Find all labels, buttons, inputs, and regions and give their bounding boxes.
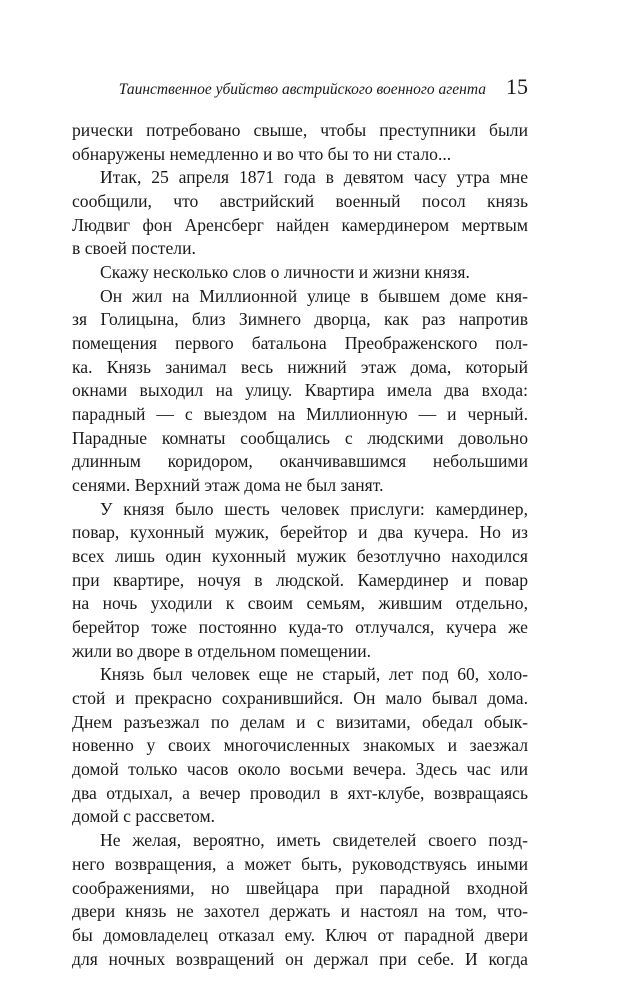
text-line: сообщили, что австрийский военный посол князь bbox=[72, 191, 528, 212]
body-text bbox=[72, 119, 528, 971]
text-line: Днем разъезжал по делам и с визитами, обедал обык- bbox=[72, 711, 528, 732]
text-line: повар, кухонный мужик, берейтор и два кучера. Но из bbox=[72, 522, 528, 543]
text-line: на ночь уходили к своим семьям, жившим отдельно, bbox=[72, 593, 528, 614]
text-line: берейтор тоже постоянно куда-то отлучался, кучера же bbox=[72, 617, 528, 638]
text-line: рически потребовано свыше, чтобы преступники были bbox=[72, 120, 528, 140]
text-line: ка. Князь занимал весь нижний этаж дома, который bbox=[72, 356, 528, 377]
text-line: У князя было шесть человек прислуги: камердинер, bbox=[100, 498, 528, 519]
text-line: Не желая, вероятно, иметь свидетелей своего позд- bbox=[100, 830, 528, 851]
text-line: сенями. Верхний этаж дома не был занят. bbox=[72, 475, 384, 496]
text-line: окнами выходил на улицу. Квартира имела два входа: bbox=[72, 380, 528, 401]
text-line: соображениями, но швейцара при парадной входной bbox=[72, 877, 528, 898]
text-line: него возвращения, а может быть, руководствуясь иными bbox=[72, 853, 528, 874]
text-line: обнаружены немедленно и во что бы то ни стало... bbox=[72, 143, 452, 164]
text-line: Он жил на Миллионной улице в бывшем доме кня- bbox=[100, 285, 528, 306]
text-line: домой с рассветом. bbox=[72, 806, 216, 827]
text-line: парадный — с выездом на Миллионную — и черный. bbox=[72, 404, 528, 425]
text-line: Князь был человек еще не старый, лет под 60, холо- bbox=[100, 664, 528, 685]
text-line: помещения первого батальона Преображенского пол- bbox=[72, 333, 528, 354]
running-title: Таинственное убийство австрийского военного агента bbox=[118, 81, 486, 98]
text-line: стой и прекрасно сохранившийся. Он мало бывал дома. bbox=[72, 688, 528, 709]
running-head bbox=[72, 74, 528, 100]
text-line: Итак, 25 апреля 1871 года в девятом часу утра мне bbox=[100, 167, 528, 188]
text-line: Людвиг фон Аренсберг найден камердинером мертвым bbox=[72, 214, 528, 235]
text-line: в своей постели. bbox=[72, 238, 196, 259]
text-line: Скажу несколько слов о личности и жизни князя. bbox=[100, 262, 470, 283]
text-line: бы домовладелец отказал ему. Ключ от парадной двери bbox=[72, 924, 528, 945]
text-line: длинным коридором, оканчивавшимся небольшими bbox=[72, 451, 528, 472]
text-line: всех лишь один кухонный мужик безотлучно находился bbox=[72, 546, 528, 567]
text-line: два отдыхал, а вечер проводил в яхт-клубе, возвращаясь bbox=[72, 782, 528, 803]
text-line: при квартире, ночуя в людской. Камердинер и повар bbox=[72, 569, 528, 590]
text-line: для ночных возвращений он держал при себе. И когда bbox=[72, 948, 528, 969]
text-line: жили во дворе в отдельном помещении. bbox=[72, 640, 372, 661]
text-line: двери князь не захотел держать и настоял на том, что- bbox=[72, 901, 528, 922]
text-line: зя Голицына, близ Зимнего дворца, как раз напротив bbox=[72, 309, 528, 330]
text-line: домой только часов около восьми вечера. Здесь час или bbox=[72, 759, 528, 780]
page-number: 15 bbox=[506, 74, 528, 99]
book-page bbox=[72, 0, 528, 1000]
text-line: новенно у своих многочисленных знакомых и заезжал bbox=[72, 735, 528, 756]
text-line: Парадные комнаты сообщались с людскими довольно bbox=[72, 427, 528, 448]
